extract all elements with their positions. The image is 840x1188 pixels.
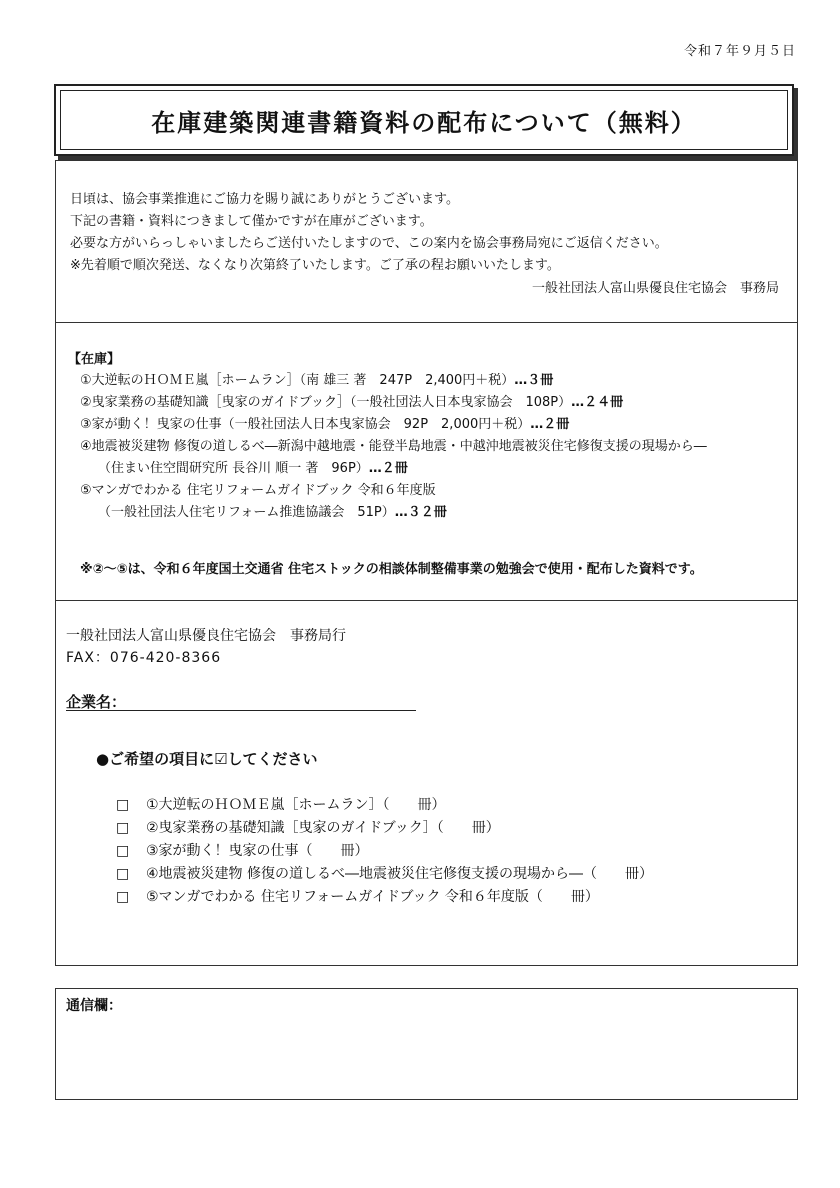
choose-heading: [96, 748, 318, 769]
intro-section: [56, 161, 797, 323]
choose-heading-text: ご希望の項目に☑してください: [109, 750, 318, 768]
stock-item-text: （一般社団法人住宅リフォーム推進協議会 51P）: [98, 505, 395, 520]
stock-item-text: ①大逆転のＨＯＭＥ嵐［ホームラン］（南 雄三 著 247P 2,400円＋税）: [80, 373, 515, 388]
form-recipient: 一般社団法人富山県優良住宅協会 事務局行: [66, 628, 346, 644]
stock-item: [80, 480, 707, 502]
stock-item-qty: …２４冊: [571, 395, 624, 410]
date: 令和７年９月５日: [683, 44, 796, 59]
stock-item: [80, 370, 707, 392]
form-section: [56, 600, 797, 965]
stock-item-qty: …２冊: [530, 417, 570, 432]
checkbox-icon[interactable]: □: [116, 820, 130, 836]
stock-item: [80, 502, 707, 524]
intro-line: 日頃は、協会事業推進にご協力を賜り誠にありがとうございます。: [70, 192, 459, 207]
company-name-field[interactable]: [66, 710, 416, 711]
bullet-icon: ●: [96, 750, 110, 768]
stock-note: ※②～⑤は、令和６年度国土交通省 住宅ストックの相談体制整備事業の勉強会で使用・配布した資料です。: [80, 562, 703, 577]
stock-item-text: ③家が動く！曳家の仕事（一般社団法人日本曳家協会 92P 2,000円＋税）: [80, 417, 531, 432]
intro-line: 下記の書籍・資料につきまして僅かですが在庫がございます。: [70, 214, 433, 229]
option-label: ④地震被災建物 修復の道しるべ―地震被災住宅修復支援の現場から―（ 冊）: [146, 866, 653, 882]
stock-item-text: （住まい住空間研究所 長谷川 順一 著 96P）: [98, 461, 369, 476]
stock-list: [80, 370, 707, 524]
checkbox-icon[interactable]: □: [116, 866, 130, 882]
main-box: [55, 160, 798, 966]
checkbox-icon[interactable]: □: [116, 889, 130, 905]
option-item: [116, 840, 653, 863]
stock-item: [80, 392, 707, 414]
title-box: [54, 84, 794, 156]
option-label: ②曳家業務の基礎知識［曳家のガイドブック］（ 冊）: [146, 820, 500, 836]
stock-item-text: ④地震被災建物 修復の道しるべ―新潟中越地震・能登半島地震・中越沖地震被災住宅修復支援の現場から―: [80, 439, 707, 454]
intro-line: ※先着順で順次発送、なくなり次第終了いたします。ご了承の程お願いいたします。: [70, 258, 560, 273]
stock-item: [80, 458, 707, 480]
comm-box[interactable]: [55, 988, 798, 1100]
fax-number: FAX：076-420-8366: [66, 650, 222, 666]
stock-item-qty: …３冊: [514, 373, 554, 388]
stock-item: [80, 436, 707, 458]
option-label: ⑤マンガでわかる 住宅リフォームガイドブック 令和６年度版（ 冊）: [146, 889, 599, 905]
company-label: 企業名：: [66, 693, 127, 711]
checkbox-icon[interactable]: □: [116, 797, 130, 813]
option-item: [116, 886, 653, 909]
intro-signature: 一般社団法人富山県優良住宅協会 事務局: [531, 281, 779, 296]
stock-item: [80, 414, 707, 436]
stock-item-text: ⑤マンガでわかる 住宅リフォームガイドブック 令和６年度版: [80, 483, 436, 498]
checkbox-icon[interactable]: □: [116, 843, 130, 859]
stock-item-qty: …２冊: [368, 461, 408, 476]
option-list: [116, 794, 653, 909]
option-item: [116, 817, 653, 840]
stock-section: [56, 322, 797, 601]
comm-label: 通信欄：: [66, 998, 122, 1014]
intro-lines: [70, 189, 668, 277]
stock-heading: 【在庫】: [68, 352, 121, 367]
option-label: ①大逆転のＨＯＭＥ嵐［ホームラン］（ 冊）: [146, 797, 446, 813]
page-title: 在庫建築関連書籍資料の配布について（無料）: [60, 90, 788, 150]
stock-item-qty: …３２冊: [394, 505, 447, 520]
option-item: [116, 794, 653, 817]
option-label: ③家が動く！曳家の仕事（ 冊）: [146, 843, 369, 859]
intro-line: 必要な方がいらっしゃいましたらご送付いたしますので、この案内を協会事務局宛にご返信ください。: [70, 236, 668, 251]
stock-item-text: ②曳家業務の基礎知識［曳家のガイドブック］（一般社団法人日本曳家協会 108P）: [80, 395, 572, 410]
option-item: [116, 863, 653, 886]
